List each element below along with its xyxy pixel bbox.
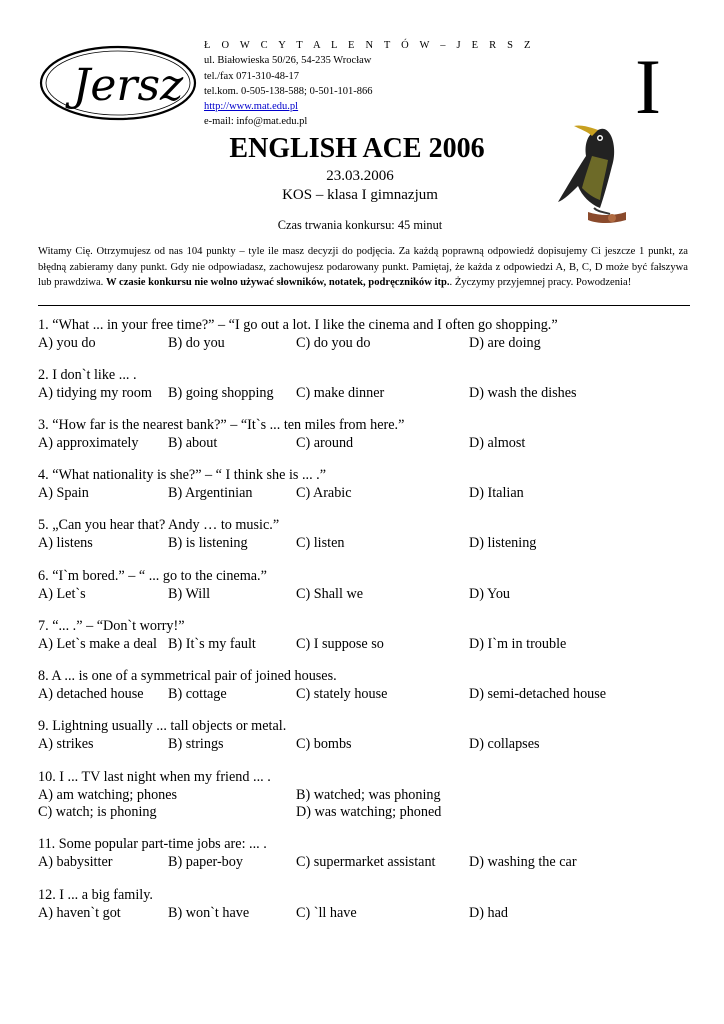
answer-option[interactable]: C) `ll have — [296, 904, 357, 921]
question-prompt: 12. I ... a big family. — [38, 887, 153, 903]
answer-option[interactable]: C) make dinner — [296, 384, 385, 401]
answer-option[interactable]: A) detached house — [38, 685, 144, 702]
answer-option[interactable]: D) wash the dishes — [469, 384, 577, 401]
answer-row — [38, 636, 698, 654]
answer-option[interactable]: B) strings — [168, 735, 224, 752]
answer-option[interactable]: A) Let`s — [38, 585, 86, 602]
answer-option[interactable]: B) won`t have — [168, 904, 250, 921]
answer-option[interactable]: D) washing the car — [469, 853, 577, 870]
answer-option[interactable]: A) listens — [38, 534, 93, 551]
answer-row — [38, 905, 698, 923]
answer-option[interactable]: D) semi-detached house — [469, 685, 607, 702]
question-1 — [38, 317, 698, 352]
answer-row — [38, 385, 698, 403]
question-prompt: 6. “I`m bored.” – “ ... go to the cinema.” — [38, 568, 267, 584]
level-mark: I — [635, 43, 661, 130]
answer-option[interactable]: D) had — [469, 904, 509, 921]
divider — [38, 305, 690, 306]
email: e-mail: info@mat.edu.pl — [204, 116, 308, 128]
tel-kom: tel.kom. 0-505-138-588; 0-501-101-866 — [204, 85, 373, 97]
answer-option[interactable]: B) about — [168, 434, 218, 451]
answer-row — [38, 435, 698, 453]
answer-option[interactable]: C) stately house — [296, 685, 388, 702]
contest-date: 23.03.2006 — [326, 168, 394, 184]
intro-rule-bold: W czasie konkursu nie wolno używać słowników, notatek, podręczników itp. — [105, 277, 450, 289]
question-10 — [38, 769, 698, 822]
answer-option[interactable]: C) I suppose so — [296, 635, 384, 652]
answer-option[interactable]: D) You — [469, 585, 511, 602]
answer-option[interactable]: B) Argentinian — [168, 484, 253, 501]
answer-option[interactable]: B) is listening — [168, 534, 248, 551]
contest-level: KOS – klasa I gimnazjum — [282, 187, 438, 203]
answer-option[interactable]: C) supermarket assistant — [296, 853, 436, 870]
question-8 — [38, 668, 698, 703]
answer-option[interactable]: D) almost — [469, 434, 526, 451]
answer-option[interactable]: C) Arabic — [296, 484, 352, 501]
answer-option[interactable]: D) I`m in trouble — [469, 635, 567, 652]
question-prompt: 3. “How far is the nearest bank?” – “It`s ... ten miles from here.” — [38, 417, 405, 433]
question-11 — [38, 836, 698, 871]
answer-row — [38, 485, 698, 503]
question-prompt: 8. A ... is one of a symmetrical pair of joined houses. — [38, 668, 337, 684]
intro-main: Witamy Cię. Otrzymujesz od nas 104 punkty – tyle ile masz decyzji do podjęcia. Za każdą poprawną odpowiedź dopisujemy Ci jeszcze 1 punkt, za błędną zabieramy dany punkt. Gdy nie odpowiadasz, zachowujesz podarowany punkt. Pamiętaj, że każda z odpowiedzi A, B, C, D może być fałszywa lub prawdziwa. — [38, 246, 688, 289]
answer-option[interactable]: A) you do — [38, 334, 96, 351]
answer-option[interactable]: A) approximately — [38, 434, 139, 451]
answer-row — [38, 804, 698, 822]
answer-option[interactable]: A) am watching; phones — [38, 786, 178, 803]
address: ul. Białowieska 50/26, 54-235 Wrocław — [204, 55, 372, 67]
answer-option[interactable]: D) are doing — [469, 334, 541, 351]
answer-option[interactable]: A) haven`t got — [38, 904, 121, 921]
organisation-name: Ł O W C Y T A L E N T Ó W – J E R S Z — [204, 40, 535, 51]
answer-option[interactable]: D) Italian — [469, 484, 524, 501]
answer-option[interactable]: B) watched; was phoning — [296, 786, 441, 803]
website-link[interactable]: http://www.mat.edu.pl — [204, 101, 299, 113]
answer-row — [38, 686, 698, 704]
question-prompt: 9. Lightning usually ... tall objects or metal. — [38, 718, 287, 734]
answer-option[interactable]: D) listening — [469, 534, 537, 551]
question-prompt: 11. Some popular part-time jobs are: ... . — [38, 836, 267, 852]
organisation-info — [204, 38, 535, 130]
answer-option[interactable]: C) Shall we — [296, 585, 363, 602]
answer-option[interactable]: A) strikes — [38, 735, 94, 752]
answer-row — [38, 854, 698, 872]
question-5 — [38, 517, 698, 552]
question-3 — [38, 417, 698, 452]
answer-option[interactable]: B) do you — [168, 334, 225, 351]
answer-row — [38, 586, 698, 604]
answer-option[interactable]: D) collapses — [469, 735, 540, 752]
answer-option[interactable]: C) around — [296, 434, 354, 451]
contest-duration: Czas trwania konkursu: 45 minut — [277, 218, 443, 232]
answer-option[interactable]: B) cottage — [168, 685, 227, 702]
jersz-logo — [38, 42, 210, 124]
question-4 — [38, 467, 698, 502]
answer-option[interactable]: A) Spain — [38, 484, 89, 501]
answer-option[interactable]: A) tidying my room — [38, 384, 152, 401]
question-prompt: 1. “What ... in your free time?” – “I go out a lot. I like the cinema and I often go shopping.” — [38, 317, 558, 333]
question-9 — [38, 718, 698, 753]
question-prompt: 10. I ... TV last night when my friend ... . — [38, 769, 271, 785]
answer-option[interactable]: D) was watching; phoned — [296, 804, 442, 820]
answer-option[interactable]: C) do you do — [296, 334, 371, 351]
answer-option[interactable]: B) Will — [168, 585, 211, 602]
question-7 — [38, 618, 698, 653]
answer-option[interactable]: C) listen — [296, 534, 345, 551]
question-prompt: 5. „Can you hear that? Andy … to music.” — [38, 517, 280, 533]
question-2 — [38, 367, 698, 402]
answer-row — [38, 736, 698, 754]
page-title: ENGLISH ACE 2006 — [229, 133, 485, 164]
question-prompt: 2. I don`t like ... . — [38, 367, 137, 383]
answer-row — [38, 335, 698, 353]
answer-option[interactable]: A) Let`s make a deal — [38, 635, 157, 652]
intro-closing: . Życzymy przyjemnej pracy. Powodzenia! — [449, 277, 632, 289]
question-12 — [38, 887, 698, 922]
answer-option[interactable]: B) paper-boy — [168, 853, 243, 870]
question-6 — [38, 568, 698, 603]
answer-option[interactable]: B) going shopping — [168, 384, 274, 401]
tel-fax: tel./fax 071-310-48-17 — [204, 70, 300, 82]
answer-row — [38, 787, 698, 805]
answer-option[interactable]: A) babysitter — [38, 853, 113, 870]
intro-text — [38, 244, 688, 291]
svg-text:Jersz: Jersz — [72, 60, 184, 111]
question-prompt: 4. “What nationality is she?” – “ I think she is ... .” — [38, 467, 327, 483]
question-prompt: 7. “... .” – “Don`t worry!” — [38, 618, 185, 634]
answer-option[interactable]: C) watch; is phoning — [38, 804, 157, 820]
answer-option[interactable]: B) It`s my fault — [168, 635, 256, 652]
answer-row — [38, 535, 698, 553]
answer-option[interactable]: C) bombs — [296, 735, 352, 752]
